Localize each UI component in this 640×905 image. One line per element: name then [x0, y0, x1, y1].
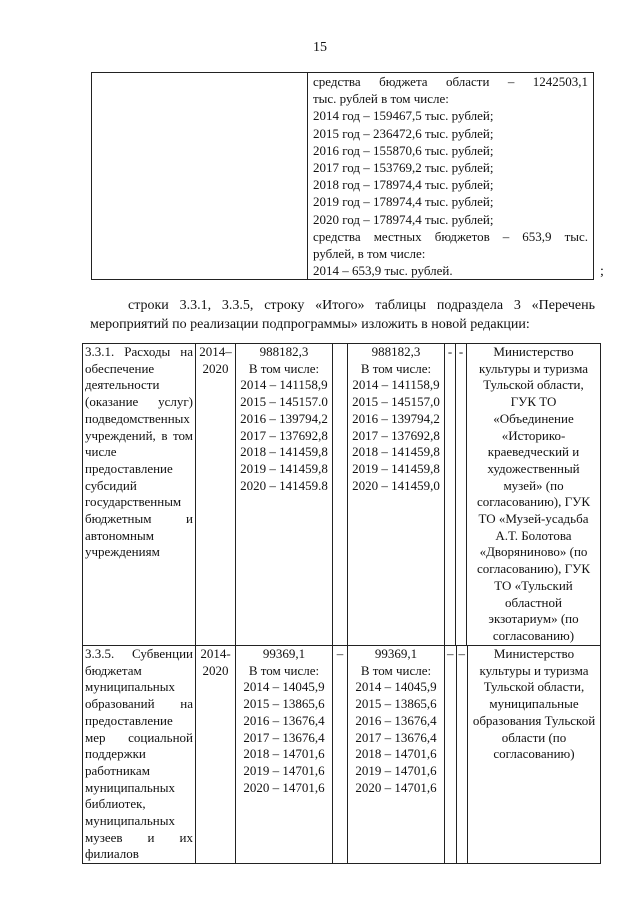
funding-line: 2017 год – 153769,2 тыс. рублей;: [313, 160, 494, 176]
federal-funding: [333, 344, 348, 646]
total-value: 988182,3: [259, 344, 309, 359]
year-value: 2016 – 139794,2: [352, 410, 440, 426]
year-value: 2019 – 141459,8: [240, 460, 328, 476]
year-value: 2015 – 13865,6: [243, 696, 325, 712]
year-value: 2019 – 141459,8: [352, 460, 440, 476]
year-value: 2014 – 141158,9: [240, 377, 328, 393]
total-value: 99369,1: [262, 646, 306, 661]
funding-line: 2016 год – 155870,6 тыс. рублей;: [313, 142, 494, 158]
table-row: [83, 344, 601, 646]
year-value: 2020 – 141459,0: [352, 477, 440, 493]
responsible-executor: Министерство культуры и туризма Тульской области, ГУК ТО «Объединение «Историко-краеведческий и художественный музей» (по согласованию), ГУК ТО «Музей-усадьба А.Т. Болотова «Дворяниново» (по согласованию), ГУК ТО «Тульский областной экзотариум» (по согласованию): [467, 344, 601, 646]
funding-table-continuation: [91, 72, 594, 280]
empty-cell: [92, 73, 308, 280]
funding-line: средства бюджета области – 1242503,1: [313, 74, 588, 89]
funding-line: средства местных бюджетов – 653,9 тыс.: [313, 228, 588, 244]
trailing-semicolon: ;: [600, 264, 604, 279]
funding-line: 2014 – 653,9 тыс. рублей.: [313, 263, 453, 279]
year-value: 2018 – 14701,6: [355, 746, 437, 762]
year-value: 2015 – 145157.0: [240, 394, 328, 410]
other-funding: –: [456, 646, 468, 864]
year-value: 2019 – 14701,6: [355, 762, 437, 778]
funding-line: 2019 год – 178974,4 тыс. рублей;: [313, 194, 494, 210]
year-value: 2020 – 14701,6: [243, 779, 325, 795]
year-value: 2016 – 139794,2: [240, 410, 328, 426]
year-value: 2017 – 13676,4: [355, 729, 437, 745]
funding-sources-cell: [308, 73, 594, 280]
year-value: 2016 – 13676,4: [243, 712, 325, 728]
year-value: 2020 – 141459.8: [240, 477, 328, 493]
paragraph-line: мероприятий по реализации подпрограммы» изложить в новой редакции:: [90, 317, 530, 332]
year-value: 2014 – 14045,9: [243, 679, 325, 695]
activity-name: 3.3.1. Расходы на обеспечение деятельности (оказание услуг) подведомственных учреждений, в том числе предоставление субсидий государственным бюджетным и автономным учреждениям: [83, 344, 196, 646]
funding-line: 2014 год – 159467,5 тыс. рублей;: [313, 108, 494, 124]
total-funding: [236, 344, 333, 646]
regional-funding: [348, 344, 445, 646]
funding-line: 2015 год – 236472,6 тыс. рублей;: [313, 125, 494, 141]
activity-name: 3.3.5. Субвенции бюджетам муниципальных образований на предоставление мер социальной поддержки работникам муниципальных библиотек, муниципальных музеев и их филиалов: [83, 646, 196, 864]
year-value: 2014 – 14045,9: [355, 679, 437, 695]
regional-note: В том числе:: [360, 360, 432, 376]
federal-funding: –: [333, 646, 348, 864]
regional-funding: [348, 646, 445, 864]
regional-total: 988182,3: [371, 344, 421, 359]
total-note: В том числе:: [248, 662, 320, 678]
year-value: 2018 – 14701,6: [243, 746, 325, 762]
total-note: В том числе:: [248, 360, 320, 376]
funding-line: рублей, в том числе:: [313, 246, 426, 262]
table-row: [83, 646, 601, 864]
local-funding: –: [445, 646, 457, 864]
table-row-3-3-5: [82, 645, 601, 864]
total-funding: [236, 646, 333, 864]
page-number: 15: [313, 40, 327, 55]
year-value: 2018 – 141459,8: [352, 444, 440, 460]
year-value: 2018 – 141459,8: [240, 444, 328, 460]
other-funding: -: [456, 344, 467, 646]
year-value: 2020 – 14701,6: [355, 779, 437, 795]
amendment-paragraph: [90, 296, 595, 334]
local-funding: -: [445, 344, 456, 646]
regional-note: В том числе:: [360, 662, 432, 678]
year-value: 2017 – 137692,8: [352, 427, 440, 443]
year-value: 2016 – 13676,4: [355, 712, 437, 728]
year-value: 2015 – 13865,6: [355, 696, 437, 712]
funding-line: тыс. рублей в том числе:: [313, 91, 449, 107]
year-value: 2017 – 137692,8: [240, 427, 328, 443]
funding-line: 2018 год – 178974,4 тыс. рублей;: [313, 177, 494, 193]
table-row-3-3-1: [82, 343, 601, 646]
funding-line: 2020 год – 178974,4 тыс. рублей;: [313, 211, 494, 227]
paragraph-line: строки 3.3.1, 3.3.5, строку «Итого» таблицы подраздела 3 «Перечень: [128, 298, 595, 313]
year-value: 2015 – 145157,0: [352, 394, 440, 410]
year-value: 2014 – 141158,9: [352, 377, 440, 393]
year-value: 2017 – 13676,4: [243, 729, 325, 745]
year-value: 2019 – 14701,6: [243, 762, 325, 778]
responsible-executor: Министерство культуры и туризма Тульской области, муниципальные образования Тульской области (по согласованию): [468, 646, 601, 864]
regional-total: 99369,1: [374, 646, 418, 661]
period: 2014– 2020: [196, 344, 236, 646]
period: 2014- 2020: [196, 646, 236, 864]
